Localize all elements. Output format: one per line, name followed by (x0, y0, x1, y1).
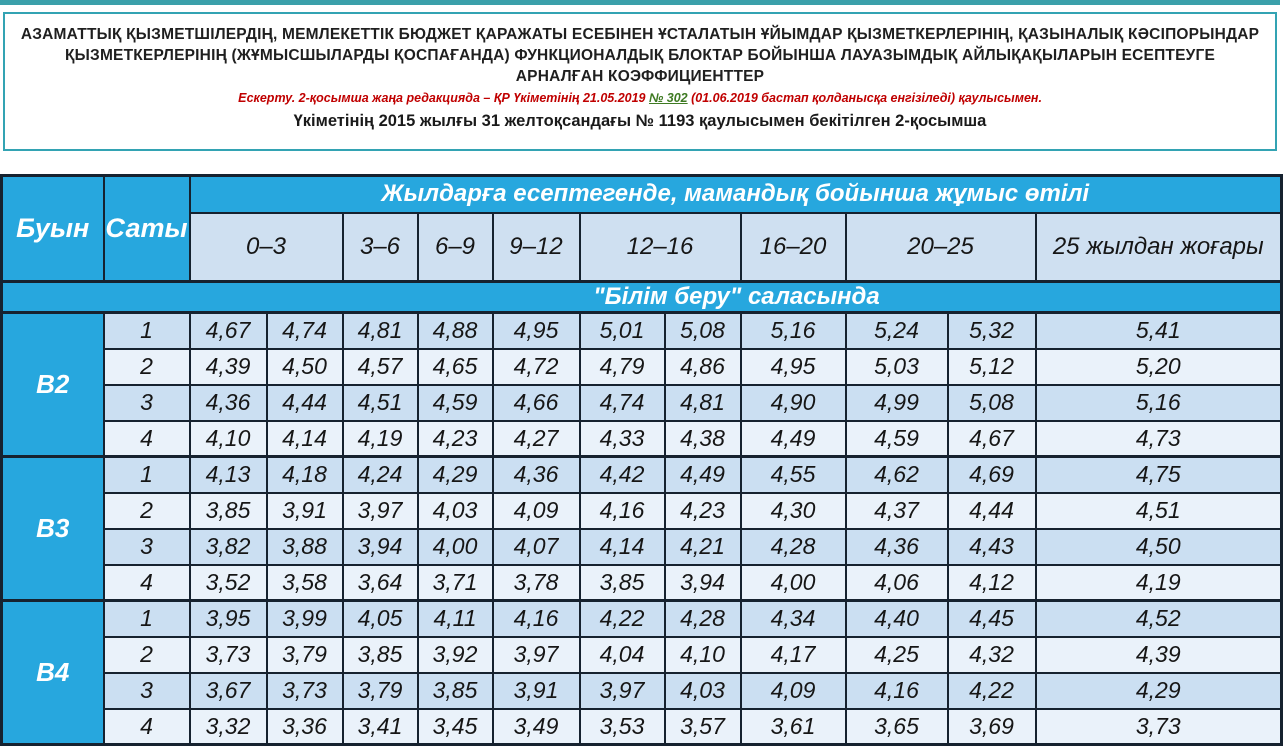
amendment-note (19, 91, 1261, 106)
document-subtitle: Үкіметінің 2015 жылғы 31 желтоқсандағы № 1193 қаулысымен бекітілген 2-қосымша (293, 112, 987, 130)
coefficient-cell: 4,88 (418, 313, 493, 349)
coefficient-cell: 4,95 (493, 313, 580, 349)
coefficient-cell: 4,43 (948, 529, 1036, 565)
coefficient-cell: 3,78 (493, 565, 580, 601)
step-cell: 2 (104, 637, 190, 673)
coefficient-cell: 4,86 (665, 349, 741, 385)
coefficient-cell: 4,29 (418, 457, 493, 493)
coefficient-cell: 5,41 (1036, 313, 1282, 349)
coefficient-cell: 5,12 (948, 349, 1036, 385)
coefficient-cell: 3,53 (580, 709, 665, 745)
coefficient-cell: 4,00 (418, 529, 493, 565)
coefficient-cell: 4,37 (846, 493, 948, 529)
table-row (2, 349, 1282, 385)
coefficient-cell: 4,39 (1036, 637, 1282, 673)
coefficient-cell: 4,75 (1036, 457, 1282, 493)
coefficient-cell: 3,41 (343, 709, 418, 745)
coefficient-cell: 4,99 (846, 385, 948, 421)
coefficient-cell: 4,38 (665, 421, 741, 457)
experience-range-header: 6–9 (418, 213, 493, 282)
functional-block-label: В2 (2, 313, 104, 457)
coefficient-cell: 4,42 (580, 457, 665, 493)
coefficient-cell: 4,06 (846, 565, 948, 601)
coefficient-cell: 5,24 (846, 313, 948, 349)
coefficient-cell: 4,16 (493, 601, 580, 637)
coefficient-cell: 4,67 (190, 313, 267, 349)
coefficient-cell: 4,55 (741, 457, 846, 493)
table-row (2, 529, 1282, 565)
coefficient-cell: 3,73 (1036, 709, 1282, 745)
coefficient-cell: 4,22 (580, 601, 665, 637)
coefficient-cell: 4,57 (343, 349, 418, 385)
coefficient-cell: 4,09 (741, 673, 846, 709)
experience-range-header: 20–25 (846, 213, 1036, 282)
coefficient-cell: 4,49 (741, 421, 846, 457)
coefficient-cell: 4,23 (665, 493, 741, 529)
coefficient-cell: 4,27 (493, 421, 580, 457)
experience-span-header: Жылдарға есептегенде, мамандық бойынша жұмыс өтілі (190, 176, 1282, 213)
coefficient-cell: 4,72 (493, 349, 580, 385)
coefficient-cell: 4,32 (948, 637, 1036, 673)
coefficient-cell: 4,36 (846, 529, 948, 565)
note-suffix: (01.06.2019 бастап қолданысқа енгізіледі) қаулысымен. (687, 91, 1042, 105)
coefficient-cell: 4,74 (267, 313, 343, 349)
coefficient-cell: 3,79 (267, 637, 343, 673)
coefficient-cell: 5,16 (741, 313, 846, 349)
step-cell: 3 (104, 385, 190, 421)
coefficient-cell: 4,39 (190, 349, 267, 385)
document-header (3, 12, 1277, 151)
coefficient-cell: 4,29 (1036, 673, 1282, 709)
experience-range-row (2, 213, 1282, 282)
coefficient-cell: 4,22 (948, 673, 1036, 709)
coefficient-cell: 5,16 (1036, 385, 1282, 421)
coefficient-cell: 3,65 (846, 709, 948, 745)
section-title-row: "Білім беру" саласында (2, 282, 1282, 313)
coefficient-cell: 4,16 (846, 673, 948, 709)
coefficient-cell: 3,85 (580, 565, 665, 601)
coefficient-cell: 3,73 (267, 673, 343, 709)
coefficient-cell: 3,88 (267, 529, 343, 565)
coefficient-cell: 4,05 (343, 601, 418, 637)
step-column-header: Саты (104, 176, 190, 282)
coefficient-cell: 3,82 (190, 529, 267, 565)
coefficient-cell: 4,49 (665, 457, 741, 493)
coefficient-cell: 4,34 (741, 601, 846, 637)
coefficient-cell: 5,20 (1036, 349, 1282, 385)
coefficient-cell: 4,45 (948, 601, 1036, 637)
coefficient-cell: 3,73 (190, 637, 267, 673)
step-cell: 4 (104, 709, 190, 745)
coefficient-cell: 4,95 (741, 349, 846, 385)
coefficient-cell: 3,57 (665, 709, 741, 745)
coefficient-cell: 3,67 (190, 673, 267, 709)
coefficient-cell: 3,91 (493, 673, 580, 709)
coefficient-cell: 4,19 (343, 421, 418, 457)
coefficient-cell: 4,50 (267, 349, 343, 385)
step-cell: 3 (104, 529, 190, 565)
note-prefix: Ескерту. 2-қосымша жаңа редакцияда – ҚР Үкіметінің 21.05.2019 (238, 91, 649, 105)
coefficient-cell: 3,91 (267, 493, 343, 529)
coefficients-table (0, 174, 1283, 746)
coefficient-cell: 4,81 (665, 385, 741, 421)
coefficient-cell: 4,74 (580, 385, 665, 421)
coefficient-cell: 4,00 (741, 565, 846, 601)
coefficients-body (2, 282, 1282, 745)
coefficient-cell: 4,03 (418, 493, 493, 529)
coefficient-cell: 3,85 (190, 493, 267, 529)
decree-number-link[interactable]: № 302 (648, 91, 688, 105)
coefficient-cell: 4,24 (343, 457, 418, 493)
coefficient-cell: 4,59 (846, 421, 948, 457)
step-cell: 1 (104, 457, 190, 493)
step-cell: 3 (104, 673, 190, 709)
coefficient-cell: 4,36 (190, 385, 267, 421)
coefficient-cell: 4,52 (1036, 601, 1282, 637)
table-row (2, 493, 1282, 529)
experience-range-header: 3–6 (343, 213, 418, 282)
functional-block-label: В4 (2, 601, 104, 745)
coefficient-cell: 5,03 (846, 349, 948, 385)
coefficient-cell: 4,36 (493, 457, 580, 493)
document-title: АЗАМАТТЫҚ ҚЫЗМЕТШІЛЕРДІҢ, МЕМЛЕКЕТТІК БЮДЖЕТ ҚАРАЖАТЫ ЕСЕБІНЕН ҰСТАЛАТЫН ҰЙЫМДАР ҚЫЗМЕТКЕРЛЕРІНІҢ, ҚАЗЫНАЛЫҚ КӘСІПОРЫНДАР ҚЫЗМЕТКЕРЛЕРІНІҢ (ЖҰМЫСШЫЛАРДЫ ҚОСПАҒАНДА) ФУНКЦИОНАЛДЫҚ БЛОКТАР БОЙЫНША ЛАУАЗЫМДЫҚ АЙЛЫҚАҚЫЛАРЫН ЕСЕПТЕУГЕ АРНАЛҒАН КОЭФФИЦИЕНТТЕР (20, 26, 1260, 85)
table-row (2, 565, 1282, 601)
coefficient-cell: 4,66 (493, 385, 580, 421)
table-row (2, 601, 1282, 637)
coefficient-cell: 4,51 (1036, 493, 1282, 529)
table-row (2, 637, 1282, 673)
coefficient-cell: 4,28 (665, 601, 741, 637)
table-row (2, 385, 1282, 421)
coefficient-cell: 4,10 (190, 421, 267, 457)
table-row (2, 421, 1282, 457)
step-cell: 1 (104, 313, 190, 349)
coefficient-cell: 3,97 (493, 637, 580, 673)
table-row (2, 457, 1282, 493)
table-row (2, 673, 1282, 709)
step-cell: 4 (104, 565, 190, 601)
coefficient-cell: 4,17 (741, 637, 846, 673)
coefficient-cell: 5,32 (948, 313, 1036, 349)
coefficient-cell: 3,49 (493, 709, 580, 745)
coefficient-cell: 3,85 (343, 637, 418, 673)
coefficient-cell: 4,79 (580, 349, 665, 385)
coefficient-cell: 4,81 (343, 313, 418, 349)
functional-block-label: В3 (2, 457, 104, 601)
coefficient-cell: 4,18 (267, 457, 343, 493)
coefficient-cell: 4,90 (741, 385, 846, 421)
coefficient-cell: 4,12 (948, 565, 1036, 601)
experience-range-header: 25 жылдан жоғары (1036, 213, 1282, 282)
coefficient-cell: 4,59 (418, 385, 493, 421)
coefficient-cell: 4,23 (418, 421, 493, 457)
coefficient-cell: 4,13 (190, 457, 267, 493)
coefficient-cell: 3,61 (741, 709, 846, 745)
coefficient-cell: 3,94 (665, 565, 741, 601)
coefficient-cell: 4,69 (948, 457, 1036, 493)
coefficient-cell: 4,65 (418, 349, 493, 385)
step-cell: 4 (104, 421, 190, 457)
coefficient-cell: 3,99 (267, 601, 343, 637)
coefficient-cell: 4,50 (1036, 529, 1282, 565)
coefficient-cell: 3,85 (418, 673, 493, 709)
coefficient-cell: 3,92 (418, 637, 493, 673)
coefficient-cell: 4,44 (267, 385, 343, 421)
coefficient-cell: 3,71 (418, 565, 493, 601)
experience-range-header: 12–16 (580, 213, 741, 282)
table-row (2, 313, 1282, 349)
coefficient-cell: 5,08 (948, 385, 1036, 421)
coefficient-cell: 3,95 (190, 601, 267, 637)
step-cell: 2 (104, 349, 190, 385)
coefficient-cell: 4,67 (948, 421, 1036, 457)
step-cell: 2 (104, 493, 190, 529)
coefficient-cell: 4,51 (343, 385, 418, 421)
coefficient-cell: 3,58 (267, 565, 343, 601)
table-row (2, 709, 1282, 745)
generation-column-header: Буын (2, 176, 104, 282)
step-cell: 1 (104, 601, 190, 637)
coefficient-cell: 3,64 (343, 565, 418, 601)
coefficient-cell: 4,40 (846, 601, 948, 637)
coefficient-cell: 4,25 (846, 637, 948, 673)
coefficient-cell: 3,36 (267, 709, 343, 745)
coefficient-cell: 4,11 (418, 601, 493, 637)
coefficient-cell: 4,14 (580, 529, 665, 565)
coefficient-cell: 4,07 (493, 529, 580, 565)
coefficient-cell: 4,62 (846, 457, 948, 493)
coefficient-cell: 3,97 (343, 493, 418, 529)
coefficient-cell: 4,30 (741, 493, 846, 529)
coefficient-cell: 3,52 (190, 565, 267, 601)
coefficient-cell: 5,08 (665, 313, 741, 349)
coefficient-cell: 4,33 (580, 421, 665, 457)
coefficient-cell: 4,09 (493, 493, 580, 529)
coefficient-cell: 4,44 (948, 493, 1036, 529)
experience-range-header: 0–3 (190, 213, 343, 282)
coefficient-cell: 4,14 (267, 421, 343, 457)
coefficient-cell: 4,21 (665, 529, 741, 565)
coefficient-cell: 4,16 (580, 493, 665, 529)
coefficient-cell: 3,45 (418, 709, 493, 745)
experience-range-header: 16–20 (741, 213, 846, 282)
coefficient-cell: 5,01 (580, 313, 665, 349)
coefficient-cell: 4,73 (1036, 421, 1282, 457)
coefficient-cell: 3,79 (343, 673, 418, 709)
coefficient-cell: 4,04 (580, 637, 665, 673)
coefficient-cell: 4,10 (665, 637, 741, 673)
coefficient-cell: 3,32 (190, 709, 267, 745)
coefficient-cell: 4,28 (741, 529, 846, 565)
coefficient-cell: 3,69 (948, 709, 1036, 745)
coefficient-cell: 3,97 (580, 673, 665, 709)
top-accent-bar (0, 0, 1280, 5)
coefficient-cell: 4,03 (665, 673, 741, 709)
coefficient-cell: 4,19 (1036, 565, 1282, 601)
experience-range-header: 9–12 (493, 213, 580, 282)
coefficient-cell: 3,94 (343, 529, 418, 565)
